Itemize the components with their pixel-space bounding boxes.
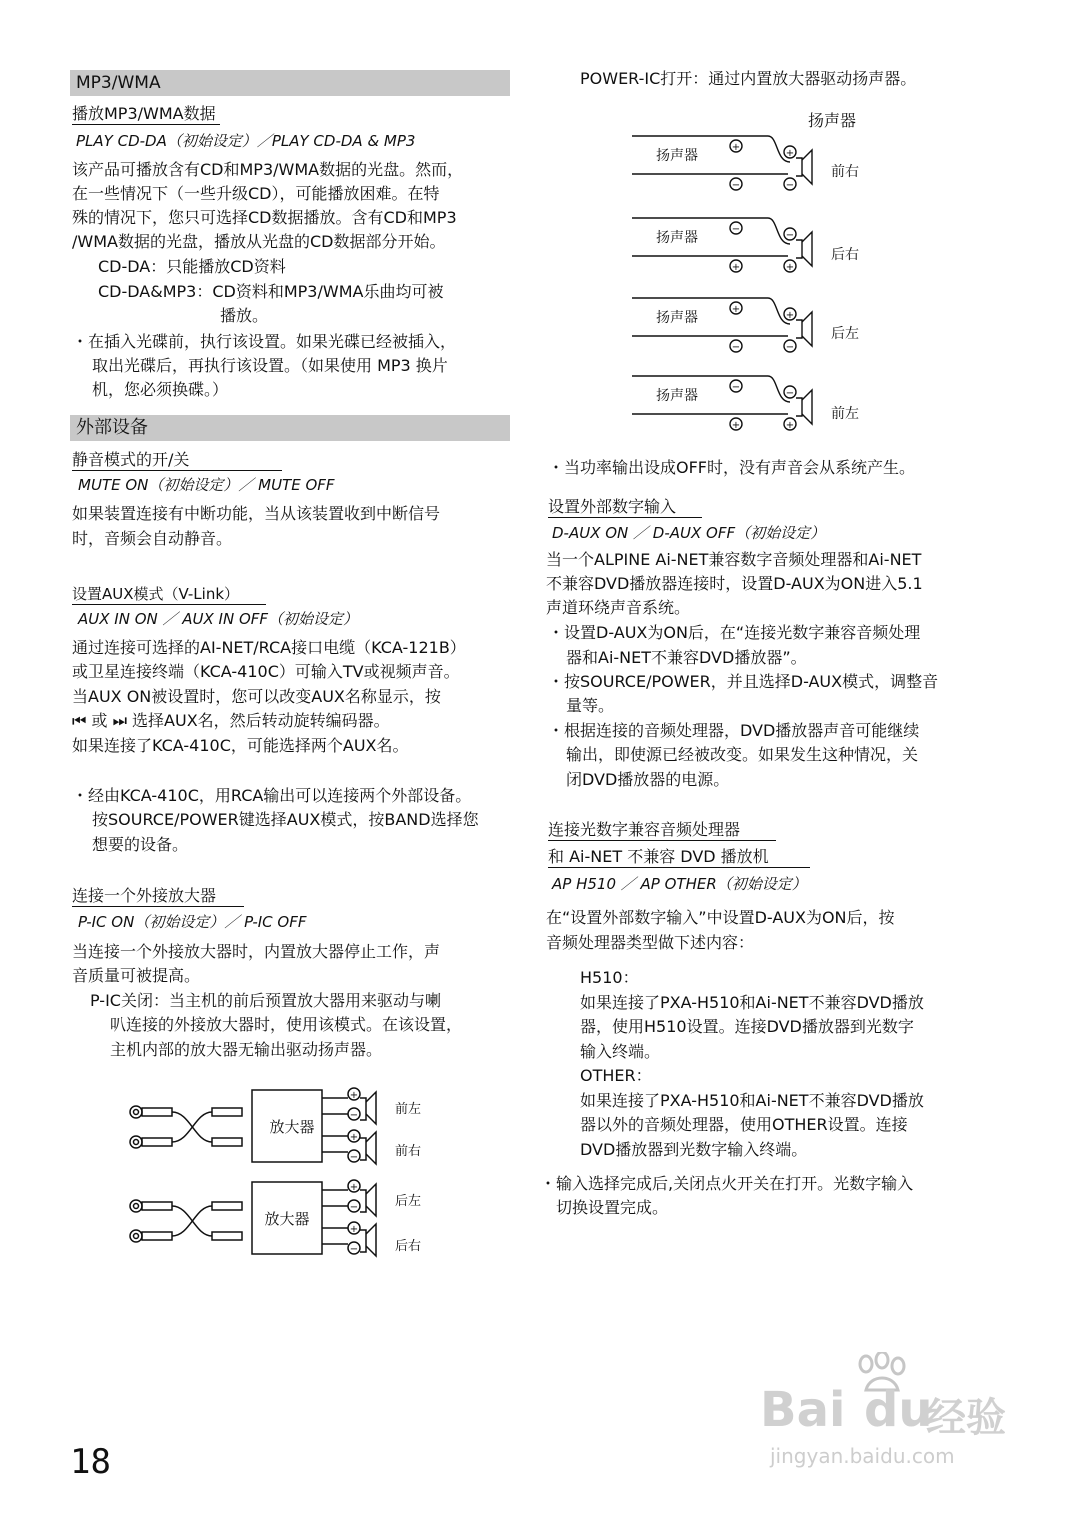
rca-connector-icon [130, 1106, 172, 1148]
svg-text:−: − [785, 230, 795, 241]
spk-label-front-left: 前左 [831, 406, 859, 422]
mp3-line-7: 播放。 [220, 306, 269, 325]
svg-text:+: + [731, 262, 741, 273]
aux-note-3: 想要的设备。 [92, 835, 189, 854]
svg-text:+: + [349, 1224, 359, 1235]
amp-line-5: 主机内部的放大器无输出驱动扬声器。 [110, 1040, 383, 1059]
mp3-subheading: 播放MP3/WMA数据 [72, 104, 220, 125]
optical-line-1: 在“设置外部数字输入”中设置D-AUX为ON后，按 [546, 908, 895, 927]
mp3-line-2: 在一些情况下（一些升级CD），可能播放困难。在特 [72, 184, 440, 203]
h510-label: H510： [580, 968, 639, 987]
svg-text:−: − [349, 1202, 359, 1213]
other-line-3: DVD播放器到光数字输入终端。 [580, 1140, 808, 1159]
amp-options: P-IC ON（初始设定）／ P-IC OFF [78, 913, 307, 931]
mute-line-1: 如果装置连接有中断功能，当从该装置收到中断信号 [72, 504, 441, 523]
daux-line-1: 当一个ALPINE Ai-NET兼容数字音频处理器和Ai-NET [546, 550, 922, 569]
spk-label-rear-left: 后左 [831, 326, 859, 342]
mute-line-2: 时，音频会自动静音。 [72, 529, 233, 548]
h510-line-1: 如果连接了PXA-H510和Ai-NET不兼容DVD播放 [580, 993, 924, 1012]
other-label: OTHER： [580, 1066, 652, 1085]
svg-text:−: − [785, 180, 795, 191]
svg-text:+: + [785, 420, 795, 431]
optical-options: AP H510 ／ AP OTHER（初始设定） [552, 875, 807, 893]
amp-label-rear-right: 后右 [395, 1239, 422, 1254]
daux-note-2: 器和Ai-NET不兼容DVD播放器”。 [566, 648, 807, 667]
speaker-diagram-title: 扬声器 [807, 111, 857, 130]
daux-note-3: ・按SOURCE/POWER，并且选择D-AUX模式，调整音 [548, 672, 939, 691]
daux-note-1: ・设置D-AUX为ON后，在“连接光数字兼容音频处理 [548, 623, 921, 642]
watermark-brand-2: du [864, 1382, 933, 1438]
svg-text:−: − [731, 224, 741, 235]
amp-line-3: P-IC关闭：当主机的前后预置放大器用来驱动与喇 [90, 991, 441, 1010]
mp3-line-3: 殊的情况下，您只可选择CD数据播放。含有CD和MP3 [72, 208, 457, 227]
amp-line-1: 当连接一个外接放大器时，内置放大器停止工作，声 [72, 942, 441, 961]
aux-line-5: 如果连接了KCA-410C，可能选择两个AUX名。 [72, 736, 409, 755]
optical-subheading-2: 和 Ai-NET 不兼容 DVD 播放机 [548, 847, 810, 868]
speaker-diagram [628, 104, 878, 444]
spk-box-label-4: 扬声器 [656, 388, 698, 404]
aux-note-1: ・经由KCA-410C，用RCA输出可以连接两个外部设备。 [72, 786, 472, 805]
section-header-mp3: MP3/WMA [70, 70, 510, 96]
spk-box-label-3: 扬声器 [656, 310, 698, 326]
svg-text:−: − [785, 342, 795, 353]
svg-text:−: − [731, 342, 741, 353]
amp-label-rear-left: 后左 [395, 1194, 422, 1209]
spk-box-label-1: 扬声器 [656, 148, 698, 164]
amp-box-label-1: 放大器 [269, 1118, 315, 1136]
svg-text:+: + [731, 304, 741, 315]
spk-label-rear-right: 后右 [831, 247, 859, 263]
aux-subheading: 设置AUX模式（V-Link） [72, 584, 266, 605]
mute-subheading: 静音模式的开/关 [72, 450, 282, 471]
amp-subheading: 连接一个外接放大器 [72, 886, 244, 907]
mp3-line-4: /WMA数据的光盘，播放从光盘的CD数据部分开始。 [72, 232, 446, 251]
spk-label-front-right: 前右 [831, 164, 859, 180]
spk-box-label-2: 扬声器 [656, 230, 698, 246]
svg-text:+: + [349, 1090, 359, 1101]
baidu-watermark [760, 1352, 1010, 1472]
daux-note-6: 输出，即使源已经被改变。如果发生这种情况，关 [566, 745, 919, 764]
svg-text:+: + [785, 148, 795, 159]
mp3-line-6: CD-DA&MP3：CD资料和MP3/WMA乐曲均可被 [98, 282, 444, 301]
mp3-line-10: 机，您必须换碟。） [92, 380, 229, 399]
amp-label-front-left: 前左 [395, 1102, 422, 1117]
daux-line-3: 声道环绕声音系统。 [546, 598, 691, 617]
h510-line-2: 器，使用H510设置。连接DVD播放器到光数字 [580, 1017, 914, 1036]
h510-line-3: 输入终端。 [580, 1042, 661, 1061]
amp-line-4: 叭连接的外接放大器时，使用该模式。在该设置， [110, 1015, 463, 1034]
svg-text:+: + [349, 1132, 359, 1143]
svg-text:−: − [349, 1152, 359, 1163]
other-line-1: 如果连接了PXA-H510和Ai-NET不兼容DVD播放 [580, 1091, 924, 1110]
svg-text:+: + [785, 262, 795, 273]
optical-line-2: 音频处理器类型做下述内容： [546, 933, 755, 952]
daux-options: D-AUX ON ／ D-AUX OFF（初始设定） [552, 524, 826, 542]
svg-text:+: + [349, 1182, 359, 1193]
watermark-brand: Bai [760, 1382, 846, 1438]
final-note-1: ・输入选择完成后,关闭点火开关在打开。光数字输入 [540, 1174, 914, 1193]
svg-text:−: − [785, 388, 795, 399]
daux-note-4: 量等。 [566, 696, 615, 715]
aux-options: AUX IN ON ／ AUX IN OFF（初始设定） [78, 610, 359, 628]
svg-text:+: + [785, 310, 795, 321]
svg-text:−: − [731, 180, 741, 191]
mp3-line-5: CD-DA：只能播放CD资料 [98, 257, 286, 276]
daux-note-7: 闭DVD播放器的电源。 [566, 770, 730, 789]
mp3-line-1: 该产品可播放含有CD和MP3/WMA数据的光盘。然而， [72, 160, 464, 179]
svg-text:+: + [731, 142, 741, 153]
aux-line-2: 或卫星连接终端（KCA-410C）可输入TV或视频声音。 [72, 662, 460, 681]
watermark-brand-cn: 经验 [926, 1395, 1006, 1441]
mp3-options: PLAY CD-DA（初始设定）／PLAY CD-DA & MP3 [76, 132, 416, 150]
amp-line-2: 音质量可被提高。 [72, 966, 201, 985]
aux-note-2: 按SOURCE/POWER键选择AUX模式，按BAND选择您 [92, 810, 479, 829]
watermark-url: jingyan.baidu.com [770, 1444, 955, 1468]
aux-line-1: 通过连接可选择的AI-NET/RCA接口电缆（KCA-121B） [72, 638, 466, 657]
daux-line-2: 不兼容DVD播放器连接时，设置D-AUX为ON进入5.1 [546, 574, 923, 593]
svg-text:−: − [731, 382, 741, 393]
poweric-note: ・当功率输出设成OFF时，没有声音会从系统产生。 [548, 458, 916, 477]
svg-text:−: − [349, 1244, 359, 1255]
optical-subheading-1: 连接光数字兼容音频处理器 [548, 820, 776, 841]
daux-subheading: 设置外部数字输入 [548, 497, 702, 518]
section-header-external: 外部设备 [70, 415, 510, 441]
aux-line-4: ⏮ 或 ⏭ 选择AUX名，然后转动旋转编码器。 [72, 711, 390, 730]
daux-note-5: ・根据连接的音频处理器，DVD播放器声音可能继续 [548, 721, 920, 740]
svg-text:+: + [731, 420, 741, 431]
amp-box-label-2: 放大器 [264, 1210, 310, 1228]
amp-label-front-right: 前右 [395, 1144, 422, 1159]
aux-line-3: 当AUX ON被设置时，您可以改变AUX名称显示，按 [72, 687, 441, 706]
poweric-line: POWER-IC打开：通过内置放大器驱动扬声器。 [580, 69, 917, 88]
mute-options: MUTE ON（初始设定）／ MUTE OFF [78, 476, 335, 494]
other-line-2: 器以外的音频处理器，使用OTHER设置。连接 [580, 1115, 908, 1134]
mp3-line-8: ・在插入光碟前，执行该设置。如果光碟已经被插入， [72, 332, 457, 351]
page-number: 18 [70, 1442, 111, 1482]
amplifier-diagram [120, 1080, 440, 1270]
mp3-line-9: 取出光碟后，再执行该设置。（如果使用 MP3 换片 [92, 356, 448, 375]
final-note-2: 切换设置完成。 [556, 1198, 669, 1217]
svg-text:−: − [349, 1110, 359, 1121]
